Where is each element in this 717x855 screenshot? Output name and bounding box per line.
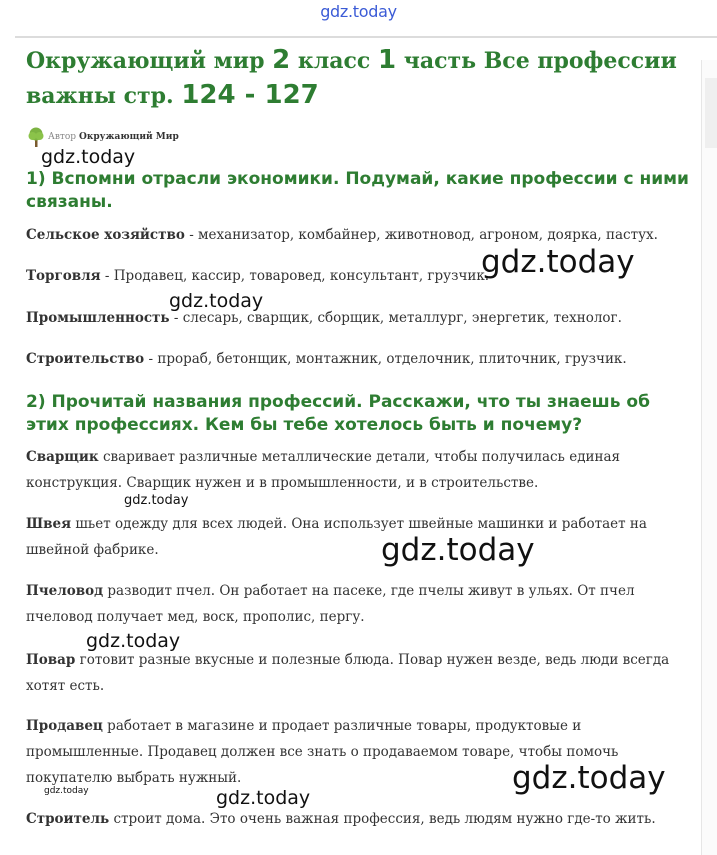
industry-item: Сельское хозяйство - механизатор, комбайнер, животновод, агроном, доярка, пастух. xyxy=(26,227,658,243)
watermark: gdz.today xyxy=(481,244,635,280)
watermark: gdz.today xyxy=(512,760,666,796)
watermark: gdz.today xyxy=(381,532,535,568)
author-label: Автор xyxy=(48,132,77,142)
tree-icon xyxy=(26,126,46,148)
section-heading-2: 2) Прочитай названия профессий. Расскажи, что ты знаешь об этих профессиях. Кем бы тебе хотелось быть и почему? xyxy=(26,392,650,435)
profession-item: Строитель строит дома. Это очень важная профессия, ведь людям нужно где-то жить. xyxy=(26,811,656,827)
watermark: gdz.today xyxy=(216,787,311,809)
author-line xyxy=(26,126,179,148)
watermark: gdz.today xyxy=(44,786,89,796)
industry-item: Торговля - Продавец, кассир, товаровед, консультант, грузчик. xyxy=(26,268,490,284)
watermark: gdz.today xyxy=(41,146,136,168)
watermark: gdz.today xyxy=(169,290,264,312)
profession-item: Пчеловод разводит пчел. Он работает на пасеке, где пчелы живут в ульях. От пчел пчеловод получает мед, воск, прополис, пергу. xyxy=(26,583,635,625)
profession-item: Сварщик сваривает различные металлические детали, чтобы получилась единая конструкция. Сварщик нужен и в промышленности, и в строительстве. xyxy=(26,449,621,491)
profession-item: Продавец работает в магазине и продает различные товары, продуктовые и промышленные. Продавец должен все знать о продаваемом товаре, чтобы помочь покупателю выбрать нужный. xyxy=(26,718,619,786)
author-name[interactable]: Окружающий Мир xyxy=(79,132,179,142)
page-title: Окружающий мир 2 класс 1 часть Все профессии важны стр. 124 - 127 xyxy=(26,45,677,110)
section-heading-1: 1) Вспомни отрасли экономики. Подумай, какие профессии с ними связаны. xyxy=(26,169,689,212)
profession-item: Повар готовит разные вкусные и полезные блюда. Повар нужен везде, ведь люди всегда хотят есть. xyxy=(26,652,670,694)
industry-item: Строительство - прораб, бетонщик, монтажник, отделочник, плиточник, грузчик. xyxy=(26,351,627,367)
header-divider xyxy=(15,36,717,38)
industry-item: Промышленность - слесарь, сварщик, сборщик, металлург, энергетик, технолог. xyxy=(26,310,622,326)
profession-item: Швея шьет одежду для всех людей. Она использует швейные машинки и работает на швейной фабрике. xyxy=(26,516,647,558)
sidebar-edge xyxy=(701,60,717,855)
watermark: gdz.today xyxy=(124,493,189,508)
site-logo[interactable]: gdz.today xyxy=(320,2,397,21)
watermark: gdz.today xyxy=(86,630,181,652)
sidebar-tab[interactable] xyxy=(705,78,717,148)
